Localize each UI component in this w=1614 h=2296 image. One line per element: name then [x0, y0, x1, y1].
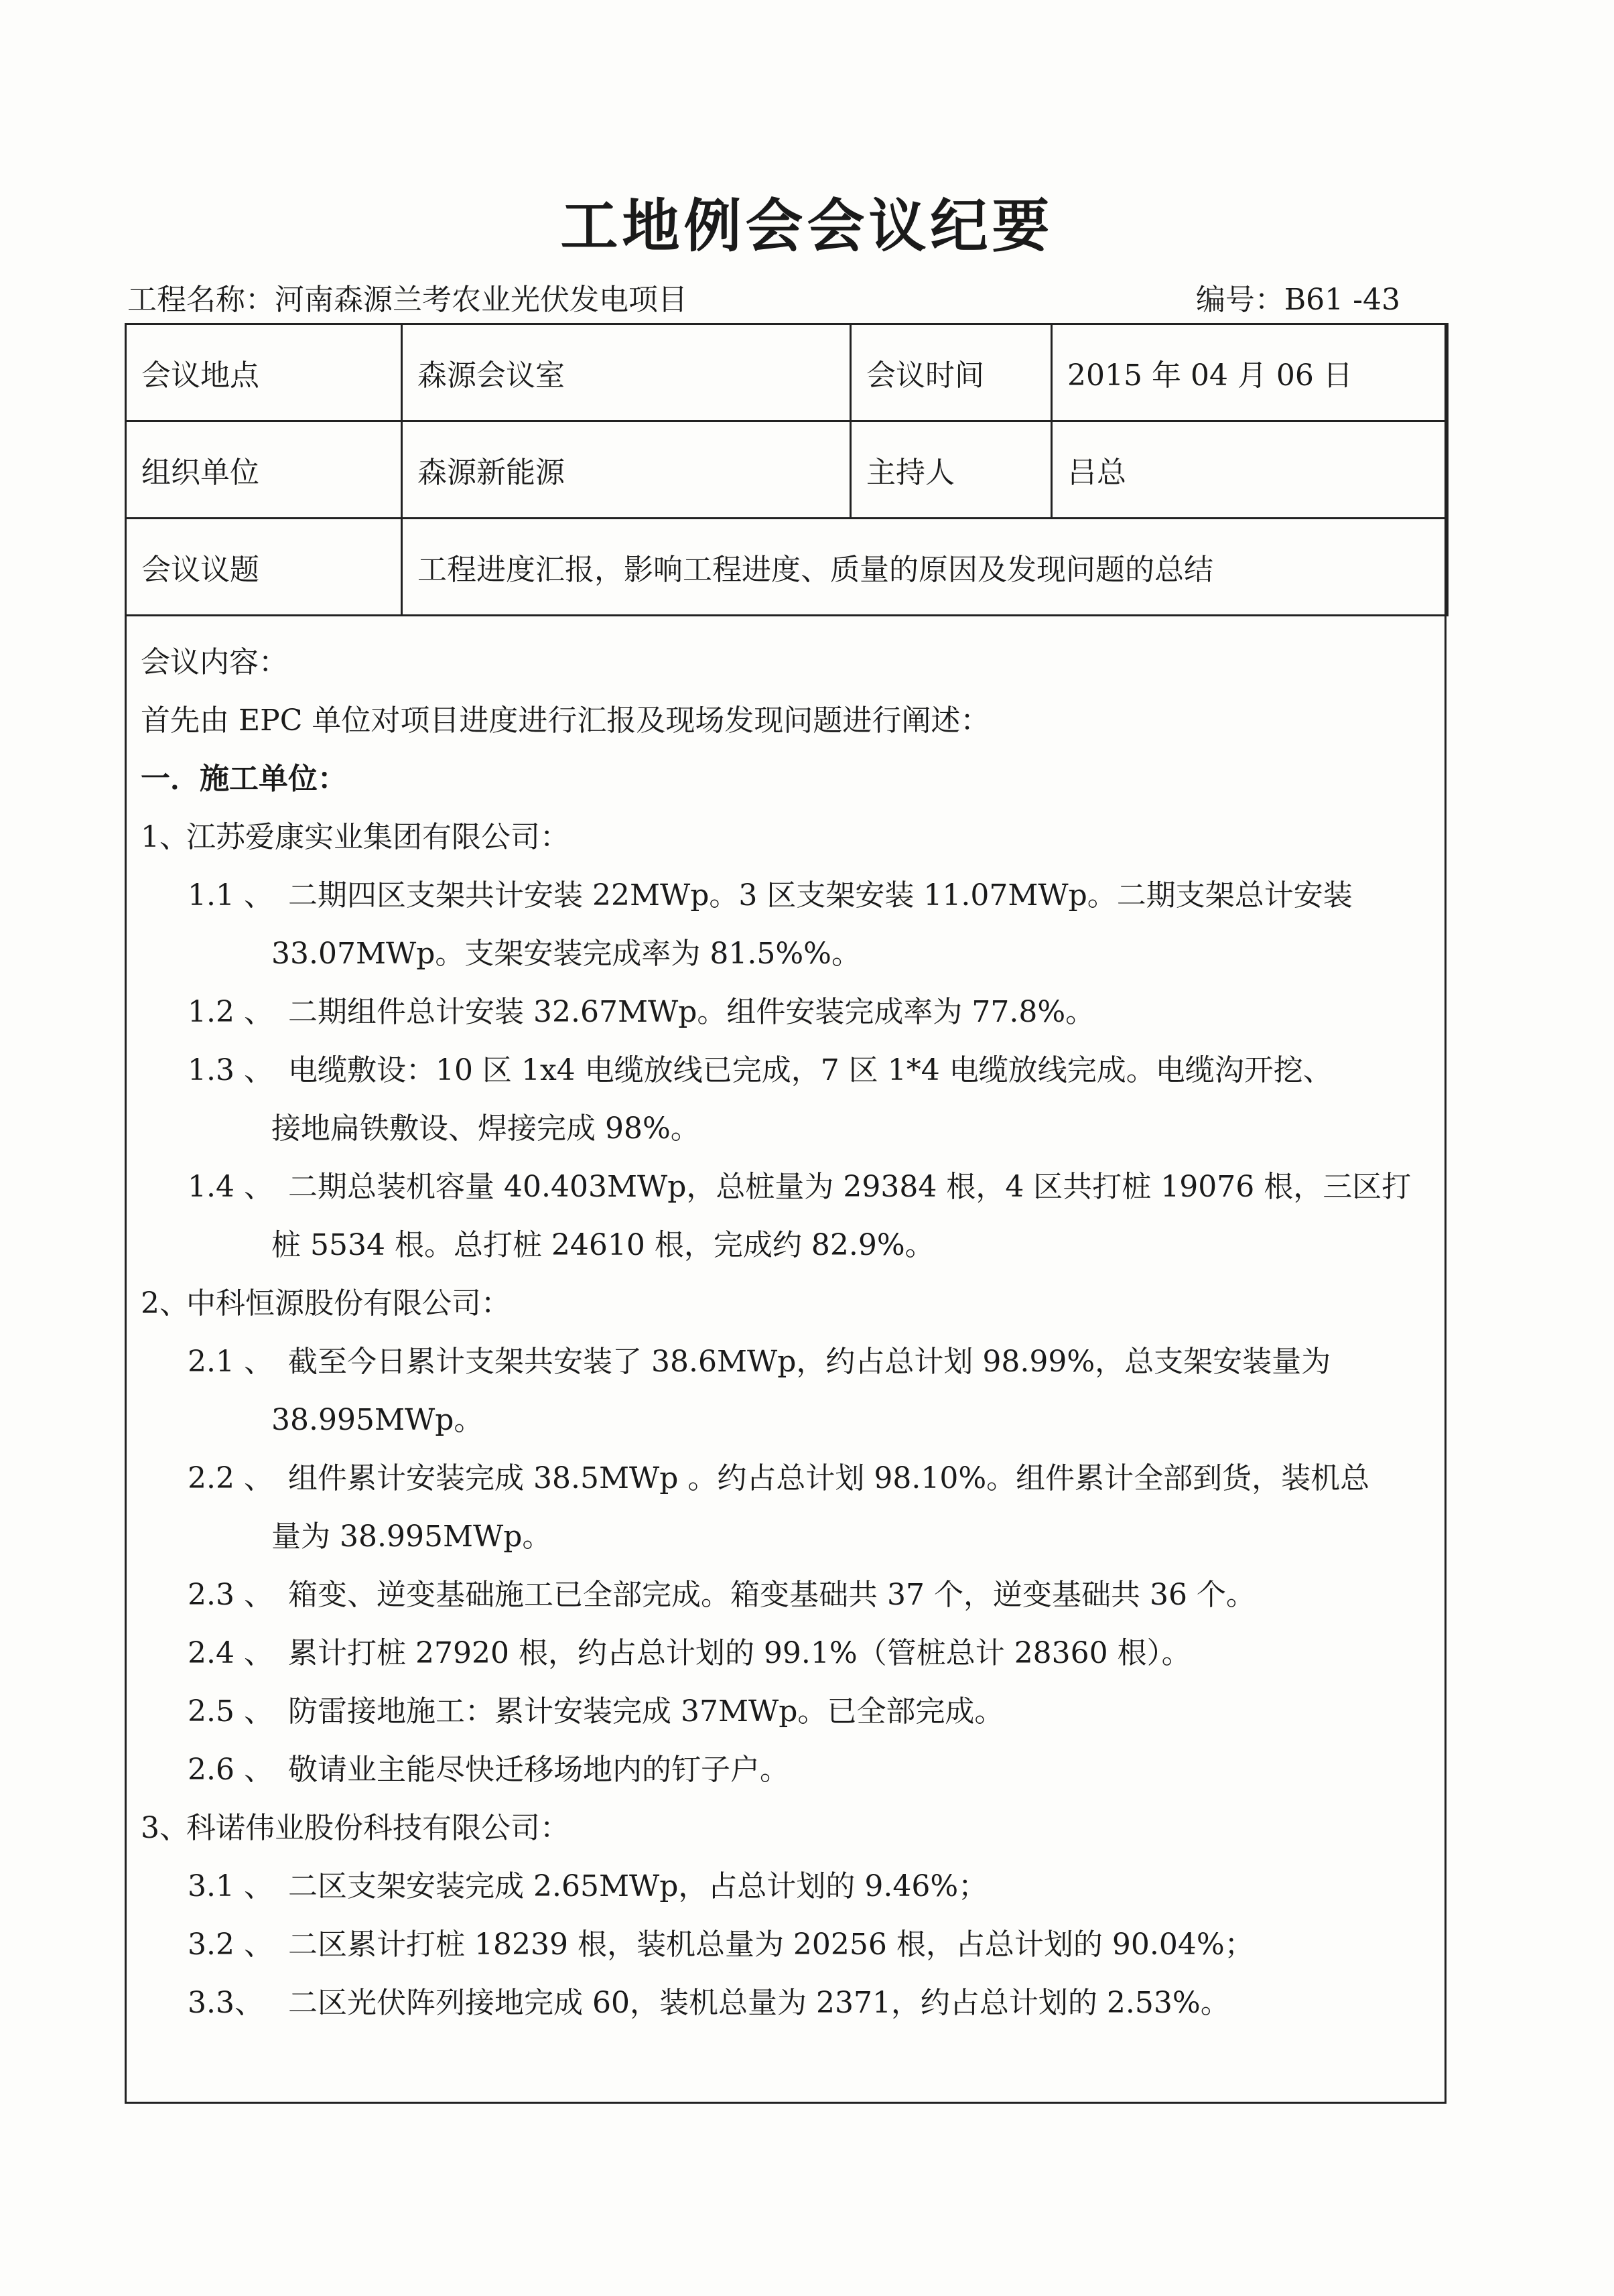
item-text: 二期总装机容量 40.403MWp，总桩量为 29384 根，4 区共打桩 19076 根，三区打 — [288, 1170, 1412, 1204]
item-number: 2.6 、 — [188, 1753, 273, 1787]
item-text: 防雷接地施工：累计安装完成 37MWp。已全部完成。 — [288, 1694, 1004, 1729]
item-text: 箱变、逆变基础施工已全部完成。箱变基础共 37 个，逆变基础共 36 个。 — [288, 1578, 1256, 1612]
project-name: 工程名称：河南森源兰考农业光伏发电项目 — [127, 283, 687, 317]
content-heading: 会议内容： — [141, 645, 288, 679]
item-text: 二区累计打桩 18239 根，装机总量为 20256 根，占总计划的 90.04%； — [288, 1928, 1254, 1962]
table-row — [126, 519, 1448, 616]
topic-value: 工程进度汇报，影响工程进度、质量的原因及发现问题的总结 — [402, 519, 1448, 616]
section-title: 一．施工单位： — [141, 762, 347, 796]
company-name: 中科恒源股份有限公司： — [186, 1286, 511, 1321]
item-number: 2.2 、 — [188, 1461, 273, 1495]
document-header — [127, 280, 1400, 320]
item-number: 1.4 、 — [188, 1170, 273, 1204]
location-label: 会议地点 — [126, 324, 402, 421]
item-text: 二区支架安装完成 2.65MWp，占总计划的 9.46%； — [288, 1869, 988, 1903]
progress-item-line — [141, 1624, 1434, 1682]
progress-item-line — [141, 925, 1434, 983]
location-value: 森源会议室 — [402, 324, 851, 421]
item-number: 2.1 、 — [188, 1345, 273, 1379]
progress-item-line — [141, 866, 1434, 925]
company-number: 3、 — [141, 1811, 189, 1845]
item-text: 38.995MWp。 — [271, 1403, 484, 1437]
company-number: 2、 — [141, 1286, 189, 1321]
item-number: 2.4 、 — [188, 1636, 273, 1670]
progress-item-line — [141, 1099, 1434, 1158]
host-label: 主持人 — [851, 421, 1052, 519]
progress-item-line — [141, 1158, 1434, 1216]
company-name: 科诺伟业股份科技有限公司： — [186, 1811, 569, 1845]
item-number: 2.3 、 — [188, 1578, 273, 1612]
topic-label: 会议议题 — [126, 519, 402, 616]
item-text: 量为 38.995MWp。 — [271, 1520, 552, 1554]
meeting-info-table — [125, 323, 1449, 616]
progress-item-line — [141, 983, 1434, 1041]
item-number: 1.2 、 — [188, 995, 273, 1029]
company-heading — [141, 1799, 1434, 1857]
progress-item-line — [141, 1915, 1434, 1974]
item-number: 3.2 、 — [188, 1928, 273, 1962]
item-number: 1.1 、 — [188, 878, 273, 913]
company-name: 江苏爱康实业集团有限公司： — [186, 820, 569, 854]
item-text: 接地扁铁敷设、焊接完成 98%。 — [271, 1111, 700, 1146]
content-intro: 首先由 EPC 单位对项目进度进行汇报及现场发现问题进行阐述： — [141, 703, 990, 738]
host-value: 吕总 — [1052, 421, 1448, 519]
serial-number: 编号：B61 -43 — [1195, 283, 1400, 317]
time-value: 2015 年 04 月 06 日 — [1052, 324, 1448, 421]
progress-item-line — [141, 1682, 1434, 1741]
progress-item-line — [141, 1216, 1434, 1274]
item-number: 2.5 、 — [188, 1694, 273, 1729]
item-text: 截至今日累计支架共安装了 38.6MWp，约占总计划 98.99%，总支架安装量为 — [288, 1345, 1331, 1379]
company-number: 1、 — [141, 820, 189, 854]
progress-item-line — [141, 1449, 1434, 1507]
progress-item-line — [141, 1741, 1434, 1799]
progress-item-line — [141, 1333, 1434, 1391]
item-number: 1.3 、 — [188, 1053, 273, 1087]
item-text: 二区光伏阵列接地完成 60，装机总量为 2371，约占总计划的 2.53%。 — [288, 1986, 1230, 2020]
item-text: 二期组件总计安装 32.67MWp。组件安装完成率为 77.8%。 — [288, 995, 1095, 1029]
table-row — [126, 324, 1448, 421]
item-text: 二期四区支架共计安装 22MWp。3 区支架安装 11.07MWp。二期支架总计安装 — [288, 878, 1353, 913]
time-label: 会议时间 — [851, 324, 1052, 421]
document-title: 工地例会会议纪要 — [560, 193, 1054, 260]
org-value: 森源新能源 — [402, 421, 851, 519]
item-number: 3.1 、 — [188, 1869, 273, 1903]
progress-item-line — [141, 1974, 1434, 2032]
progress-item-line — [141, 1041, 1434, 1099]
item-text: 组件累计安装完成 38.5MWp 。约占总计划 98.10%。组件累计全部到货，装机总 — [288, 1461, 1370, 1495]
progress-item-line — [141, 1391, 1434, 1449]
item-text: 桩 5534 根。总打桩 24610 根，完成约 82.9%。 — [271, 1228, 935, 1262]
table-row — [126, 421, 1448, 519]
company-heading — [141, 1274, 1434, 1333]
item-text: 敬请业主能尽快迁移场地内的钉子户。 — [288, 1753, 789, 1787]
item-number: 3.3、 — [188, 1986, 264, 2020]
item-text: 33.07MWp。支架安装完成率为 81.5%%。 — [271, 937, 861, 971]
org-label: 组织单位 — [126, 421, 402, 519]
progress-item-line — [141, 1857, 1434, 1915]
meeting-content — [141, 633, 1434, 2032]
company-list — [141, 808, 1434, 2032]
progress-item-line — [141, 1507, 1434, 1566]
company-heading — [141, 808, 1434, 866]
item-text: 电缆敷设：10 区 1x4 电缆放线已完成，7 区 1*4 电缆放线完成。电缆沟开挖、 — [288, 1053, 1333, 1087]
progress-item-line — [141, 1566, 1434, 1624]
item-text: 累计打桩 27920 根，约占总计划的 99.1%（管桩总计 28360 根）。 — [288, 1636, 1191, 1670]
